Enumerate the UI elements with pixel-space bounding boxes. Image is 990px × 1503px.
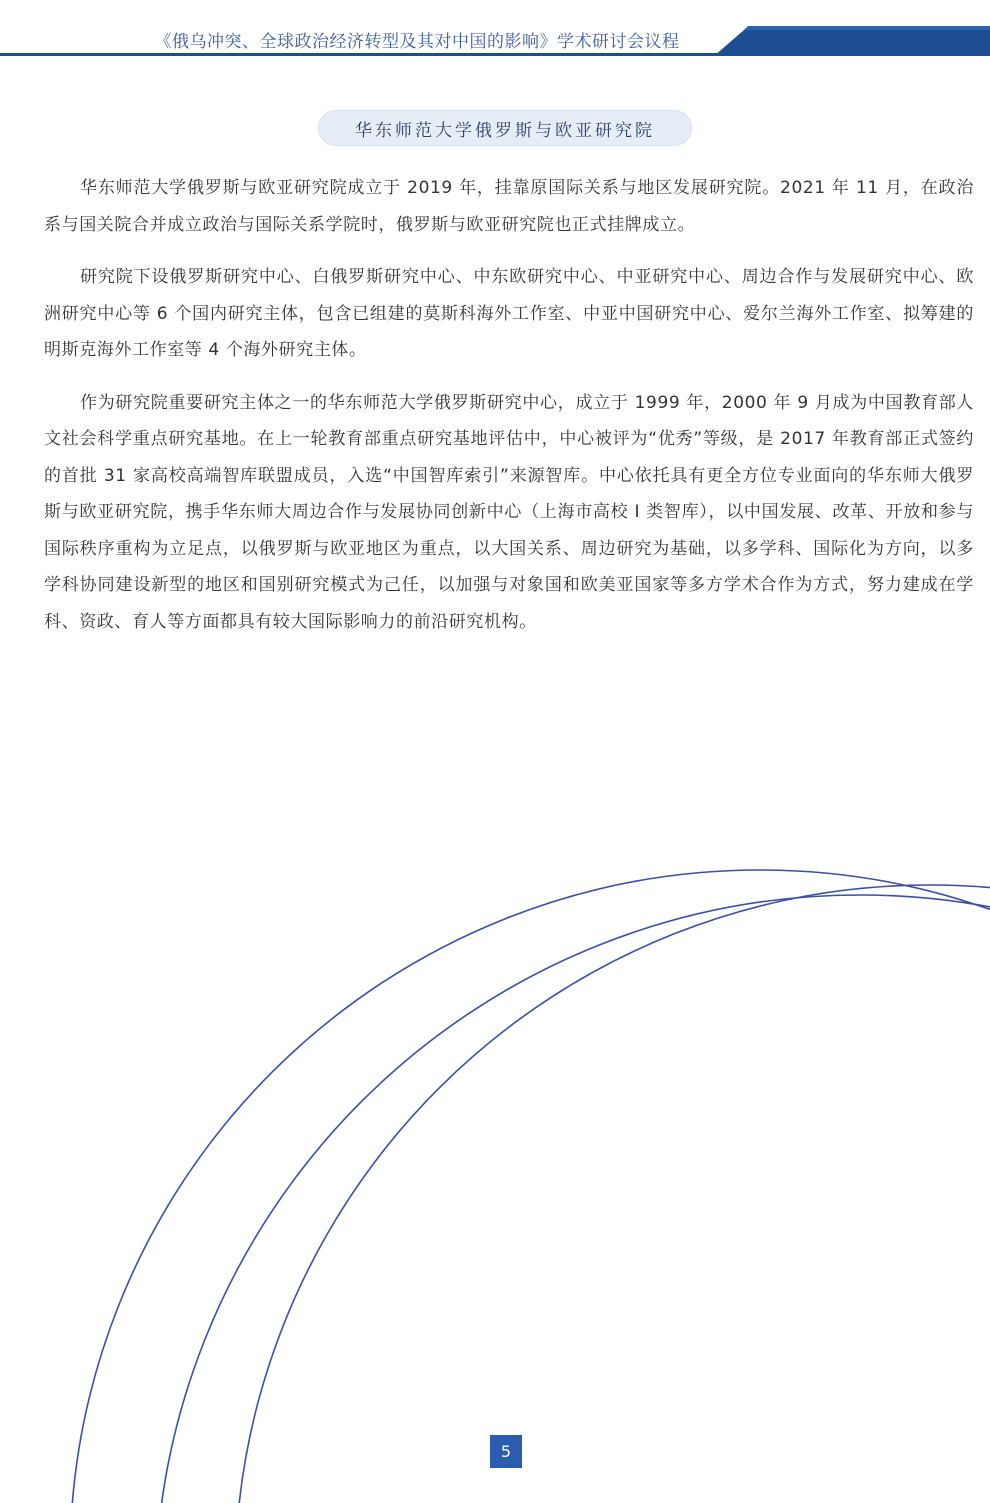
decorative-arc-3: [235, 885, 990, 1503]
decorative-arc-2: [155, 895, 990, 1503]
paragraph-1: 华东师范大学俄罗斯与欧亚研究院成立于 2019 年，挂靠原国际关系与地区发展研究院。2021 年 11 月，在政治系与国关院合并成立政治与国际关系学院时，俄罗斯与欧亚研究院也正式挂牌成立。: [44, 178, 974, 235]
header-accent-tab: [0, 0, 990, 58]
paragraph-3: 作为研究院重要研究主体之一的华东师范大学俄罗斯研究中心，成立于 1999 年，2000 年 9 月成为中国教育部人文社会科学重点研究基地。在上一轮教育部重点研究基地评估中，中心被评为“优秀”等级，是 2017 年教育部正式签约的首批 31 家高校高端智库联盟成员，入选“中国智库索引”来源智库。中心依托具有更全方位专业面向的华东师大俄罗斯与欧亚研究院，携手华东师大周边合作与发展协同创新中心（上海市高校 I 类智库），以中国发展、改革、开放和参与国际秩序重构为立足点，以俄罗斯与欧亚地区为重点，以大国关系、周边研究为基础，以多学科、国际化为方向，以多学科协同建设新型的地区和国别研究模式为己任，以加强与对象国和欧美亚国家等多方学术合作为方式，努力建成在学科、资政、育人等方面都具有较大国际影响力的前沿研究机构。: [44, 392, 974, 632]
section-title-pill: [318, 110, 692, 146]
body-text: [44, 170, 974, 656]
page-number-badge: 5: [490, 1435, 522, 1468]
header-title: 《俄乌冲突、全球政治经济转型及其对中国的影响》学术研讨会议程: [154, 32, 680, 52]
decorative-arc-1: [70, 870, 990, 1503]
paragraph-2: 研究院下设俄罗斯研究中心、白俄罗斯研究中心、中东欧研究中心、中亚研究中心、周边合作与发展研究中心、欧洲研究中心等 6 个国内研究主体，包含已组建的莫斯科海外工作室、中亚中国研究中心、爱尔兰海外工作室、拟筹建的明斯克海外工作室等 4 个海外研究主体。: [44, 267, 974, 360]
section-title: 华东师范大学俄罗斯与欧亚研究院: [355, 120, 655, 141]
page-header: [0, 0, 990, 58]
